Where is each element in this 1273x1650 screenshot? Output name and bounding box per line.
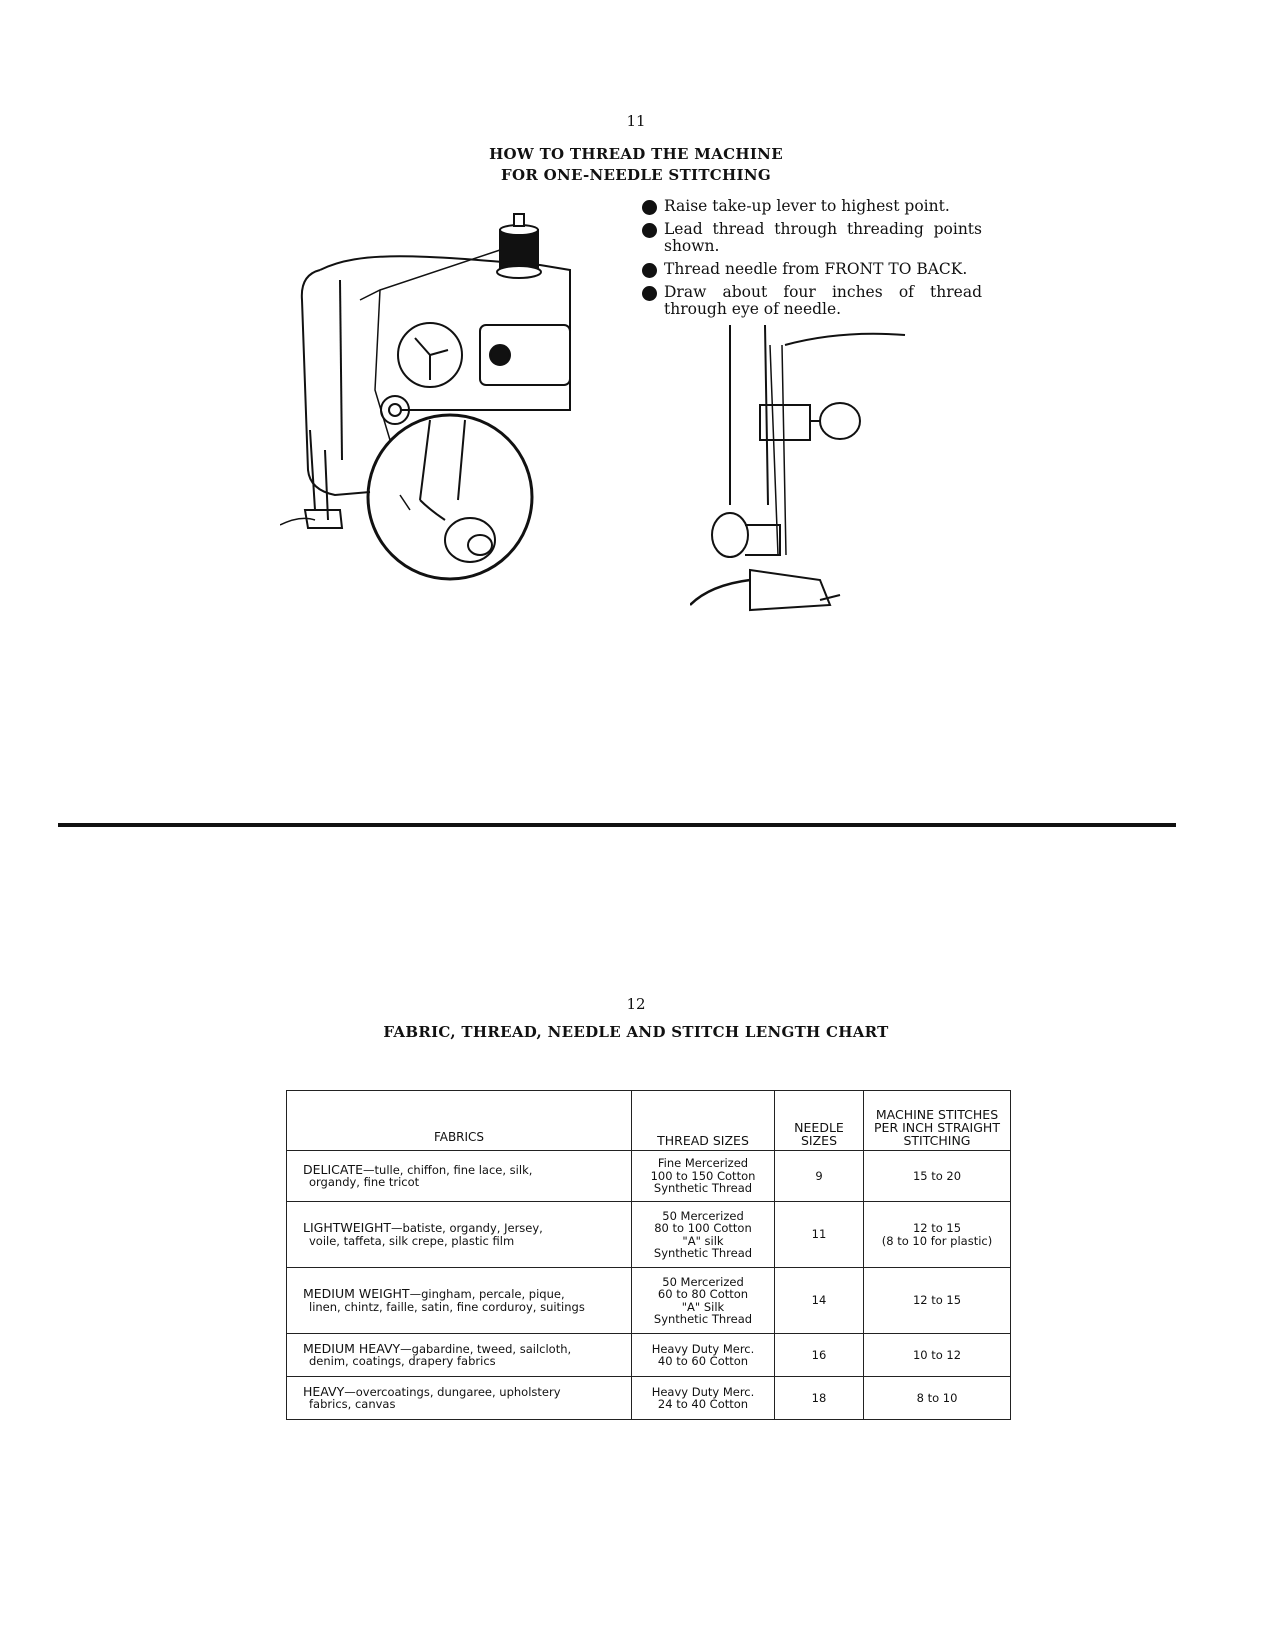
- fabric-examples: —tulle, chiffon, fine lace, silk,: [363, 1162, 533, 1177]
- thread-line: Synthetic Thread: [653, 1312, 753, 1326]
- page-divider: [58, 823, 1176, 827]
- header-fabrics: FABRICS: [287, 1091, 632, 1151]
- stitches-cell: [864, 1377, 1011, 1420]
- thread-line: Heavy Duty Merc.: [651, 1341, 755, 1356]
- fabric-examples: —gabardine, tweed, sailcloth,: [400, 1341, 572, 1356]
- needle-cell: 16: [775, 1334, 864, 1377]
- header-machine-stitches: MACHINE STITCHES PER INCH STRAIGHT STITCHING: [864, 1091, 1011, 1151]
- fabric-cell: [287, 1202, 632, 1268]
- stitches-line: 12 to 15: [912, 1221, 962, 1235]
- needle-cell: 14: [775, 1268, 864, 1334]
- page-title-line2: FOR ONE-NEEDLE STITCHING: [501, 166, 771, 184]
- thread-line: 24 to 40 Cotton: [657, 1397, 749, 1411]
- thread-line: 100 to 150 Cotton: [650, 1168, 756, 1183]
- fabric-examples: organdy, fine tricot: [309, 1175, 420, 1189]
- table-row: [287, 1268, 1011, 1334]
- fabric-category: DELICATE: [303, 1161, 364, 1177]
- stitches-cell: [864, 1268, 1011, 1334]
- thread-line: Synthetic Thread: [653, 1246, 753, 1260]
- fabric-category: MEDIUM WEIGHT: [303, 1286, 410, 1301]
- stitches-line: (8 to 10 for plastic): [881, 1233, 993, 1248]
- thread-cell: [632, 1268, 775, 1334]
- fabric-cell: [287, 1334, 632, 1377]
- table-row: [287, 1202, 1011, 1268]
- chart-title: FABRIC, THREAD, NEEDLE AND STITCH LENGTH CHART: [383, 1023, 889, 1041]
- table-row: [287, 1151, 1011, 1202]
- needle-cell: 18: [775, 1377, 864, 1420]
- stitches-line: 10 to 12: [912, 1347, 962, 1362]
- thread-line: 80 to 100 Cotton: [654, 1221, 752, 1235]
- thread-cell: [632, 1151, 775, 1202]
- table-row: [287, 1377, 1011, 1420]
- fabric-examples: denim, coatings, drapery fabrics: [309, 1354, 496, 1368]
- thread-cell: [632, 1334, 775, 1377]
- fabric-examples: voile, taffeta, silk crepe, plastic film: [309, 1233, 515, 1248]
- fabric-category: LIGHTWEIGHT: [303, 1220, 392, 1235]
- stitches-cell: [864, 1202, 1011, 1268]
- fabric-examples: —overcoatings, dungaree, upholstery: [344, 1384, 561, 1399]
- header-thread-sizes: THREAD SIZES: [632, 1091, 775, 1151]
- fabric-examples: —batiste, organdy, Jersey,: [391, 1221, 543, 1235]
- fabric-chart-table: [286, 1090, 1011, 1420]
- stitches-line: 15 to 20: [912, 1168, 962, 1183]
- thread-line: 60 to 80 Cotton: [657, 1287, 749, 1301]
- step-item: Draw about four inches of thread through eye of needle.: [642, 284, 982, 318]
- machine-head-illustration: [280, 210, 610, 610]
- fabric-cell: [287, 1268, 632, 1334]
- stitches-line: 12 to 15: [912, 1293, 962, 1308]
- thread-cell: [632, 1202, 775, 1268]
- fabric-examples: —gingham, percale, pique,: [409, 1287, 565, 1301]
- page-number-12: 12: [626, 995, 646, 1013]
- fabric-category: MEDIUM HEAVY: [303, 1340, 401, 1356]
- needle-threading-illustration: [690, 325, 920, 625]
- stitches-line: 8 to 10: [916, 1390, 958, 1405]
- step-item: Raise take-up lever to highest point.: [642, 198, 982, 215]
- step-item: Thread needle from FRONT TO BACK.: [642, 261, 982, 278]
- needle-cell: 9: [775, 1151, 864, 1202]
- fabric-cell: [287, 1151, 632, 1202]
- stitches-cell: [864, 1151, 1011, 1202]
- step-item: Lead thread through threading points shown.: [642, 221, 982, 255]
- thread-line: 50 Mercerized: [662, 1208, 744, 1223]
- fabric-cell: [287, 1377, 632, 1420]
- thread-line: 50 Mercerized: [662, 1274, 744, 1289]
- thread-line: "A" silk: [682, 1233, 724, 1248]
- table-header-row: [287, 1091, 1011, 1151]
- fabric-category: HEAVY: [303, 1383, 345, 1399]
- thread-line: Synthetic Thread: [653, 1181, 753, 1196]
- header-needle-sizes: NEEDLE SIZES: [775, 1091, 864, 1151]
- threading-steps: [642, 198, 982, 324]
- stitches-cell: [864, 1334, 1011, 1377]
- page-number-11: 11: [626, 112, 646, 130]
- thread-cell: [632, 1377, 775, 1420]
- table-row: [287, 1334, 1011, 1377]
- thread-line: Fine Mercerized: [657, 1156, 749, 1171]
- thread-line: "A" Silk: [681, 1299, 725, 1314]
- fabric-examples: fabrics, canvas: [309, 1397, 396, 1411]
- needle-cell: 11: [775, 1202, 864, 1268]
- thread-line: 40 to 60 Cotton: [657, 1354, 749, 1368]
- fabric-examples: linen, chintz, faille, satin, fine corduroy, suitings: [309, 1299, 585, 1314]
- thread-line: Heavy Duty Merc.: [651, 1384, 755, 1399]
- page-title-line1: HOW TO THREAD THE MACHINE: [489, 145, 783, 163]
